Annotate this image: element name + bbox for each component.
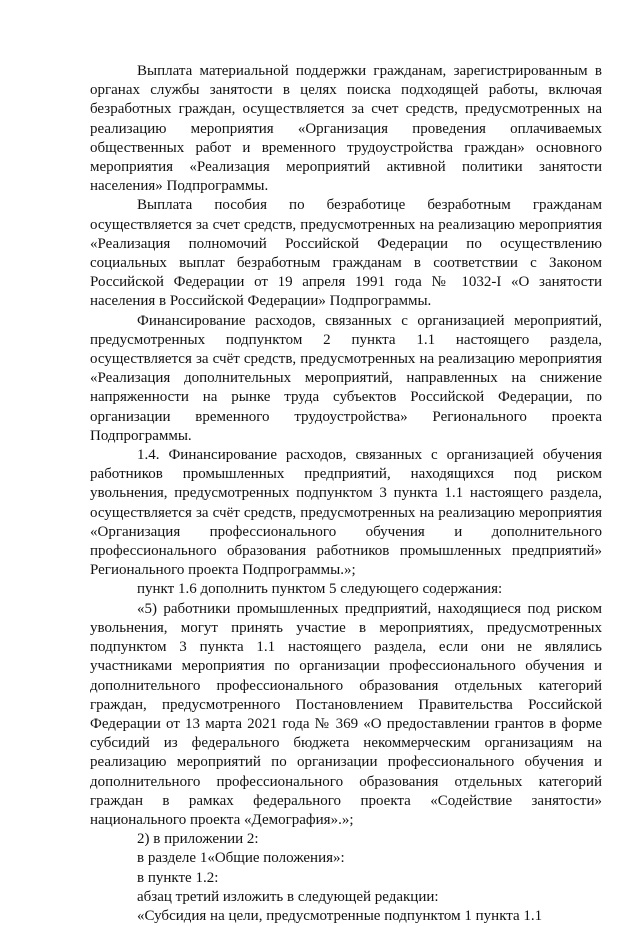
paragraph-1-4-training-financing: 1.4. Финансирование расходов, связанных с организацией обучения работников промышленных предприятий, находящихся под риском увольнения, предусмотренных подпунктом 3 пункта 1.1 настоящего раздела, осуществляется за счёт средств, предусмотренных на реализацию мероприятия «Организация профессионального обучения и дополнительного профессионального образования работников промышленных предприятий» Регионального проекта Подпрограммы.»;: [90, 447, 602, 579]
paragraph-third-indent: абзац третий изложить в следующей редакции:: [137, 888, 439, 905]
paragraph-point-1-2: в пункте 1.2:: [137, 869, 219, 886]
paragraph-item-5-workers-at-risk: «5) работники промышленных предприятий, находящиеся под риском увольнения, могут принять участие в мероприятиях, предусмотренных подпунктом 3 пункта 1.1 настоящего раздела, если они не являлись участниками мероприятия по организации профессионального обучения и дополнительного профессионального образования отдельных категорий граждан, предусмотренного Постановлением Правительства Российской Федерации от 13 марта 2021 года № 369 «О предоставлении грантов в форме субсидий из федерального бюджета некоммерческим организациям на реализацию мероприятий по организации профессионального обучения и дополнительного профессионального образования отдельных категорий граждан в рамках федерального проекта «Содействие занятости» национального проекта «Демография».»;: [90, 600, 602, 828]
document-page: [90, 62, 602, 926]
paragraph-appendix-2: 2) в приложении 2:: [137, 831, 259, 848]
paragraph-unemployment-benefit: Выплата пособия по безработице безработным гражданам осуществляется за счет средств, предусмотренных на реализацию мероприятия «Реализация полномочий Российской Федерации по осуществлению социальных выплат безработным гражданам в соответствии с Законом Российской Федерации от 19 апреля 1991 года № 1032-I «О занятости населения в Российской Федерации» Подпрограммы.: [90, 197, 602, 310]
paragraph-material-support: Выплата материальной поддержки гражданам, зарегистрированным в органах службы занятости в целях поиска подходящей работы, включая безработных граждан, осуществляется за счет средств, предусмотренных на реализацию мероприятия «Организация проведения оплачиваемых общественных работ и временного трудоустройства граждан» основного мероприятия «Реализация мероприятий активной политики занятости населения» Подпрограммы.: [90, 63, 602, 195]
paragraph-item-1-6-addition: пункт 1.6 дополнить пунктом 5 следующего содержания:: [137, 581, 503, 598]
paragraph-financing-temporary-employment: Финансирование расходов, связанных с организацией мероприятий, предусмотренных подпунктом 2 пункта 1.1 настоящего раздела, осуществляется за счёт средств, предусмотренных на реализацию мероприятия «Реализация дополнительных мероприятий, направленных на снижение напряженности на рынке труда субъектов Российской Федерации, по организации временного трудоустройства» Регионального проекта Подпрограммы.: [90, 312, 602, 444]
paragraph-subsidy-start: «Субсидия на цели, предусмотренные подпунктом 1 пункта 1.1: [137, 907, 543, 924]
paragraph-section-1: в разделе 1«Общие положения»:: [137, 850, 345, 867]
